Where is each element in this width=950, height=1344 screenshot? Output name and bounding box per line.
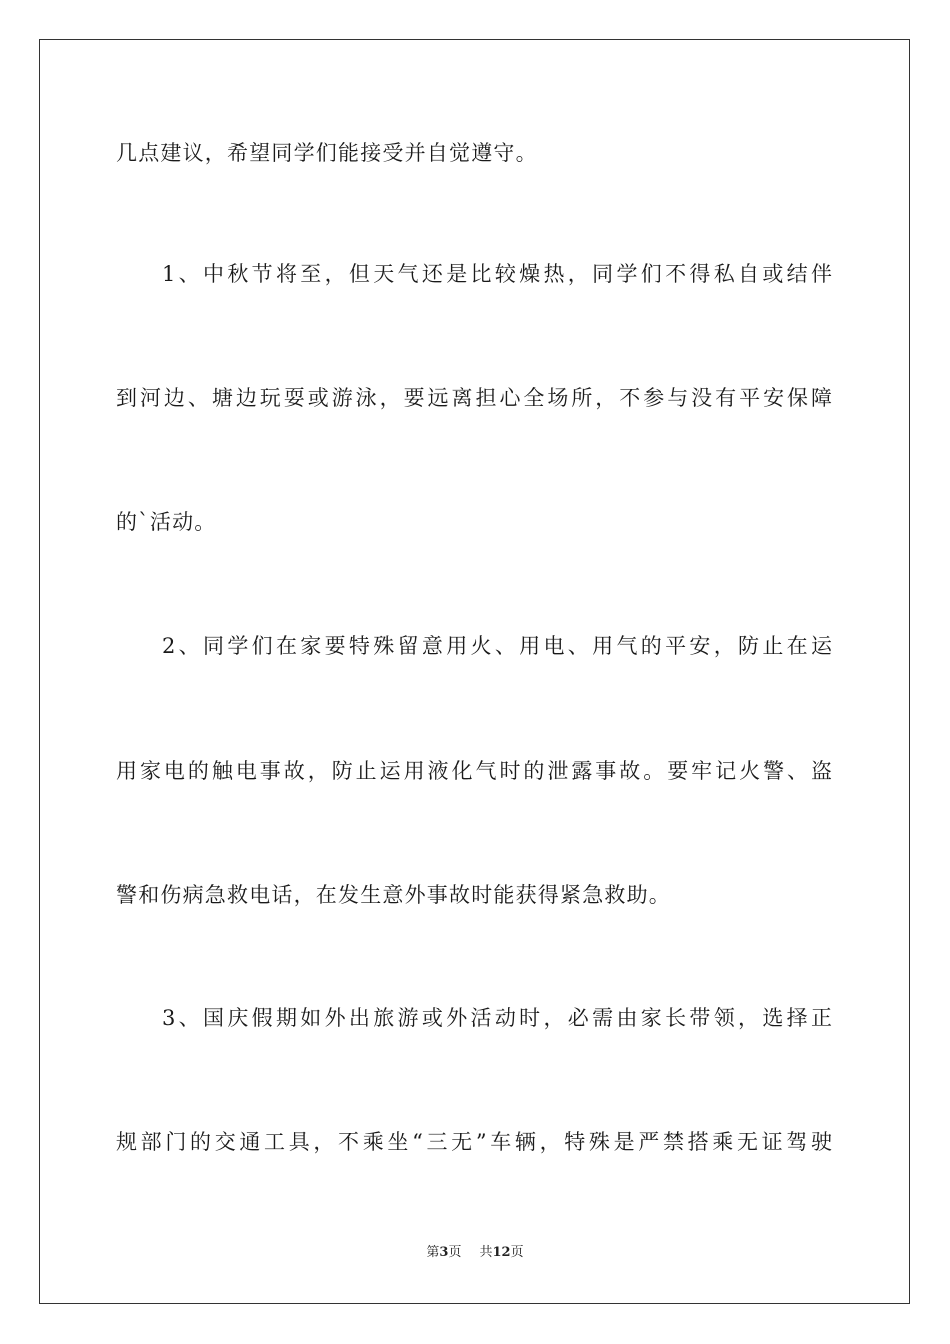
body-text-line: 警和伤病急救电话，在发生意外事故时能获得紧急救助。 [116, 883, 671, 907]
body-text-line: 到河边、塘边玩耍或游泳，要远离担心全场所，不参与没有平安保障 [116, 386, 832, 410]
body-text-line: 几点建议，希望同学们能接受并自觉遵守。 [116, 141, 538, 165]
body-text-line: 规部门的交通工具，不乘坐“三无”车辆，特殊是严禁搭乘无证驾驶 [116, 1130, 832, 1154]
body-text-line: 用家电的触电事故，防止运用液化气时的泄露事故。要牢记火警、盗 [116, 759, 832, 783]
body-text-line: 1、中秋节将至，但天气还是比较燥热，同学们不得私自或结伴 [162, 262, 832, 286]
page-prefix: 第 [426, 1245, 440, 1260]
body-text-line: 3、国庆假期如外出旅游或外活动时，必需由家长带领，选择正 [162, 1006, 832, 1030]
body-text-line: 2、同学们在家要特殊留意用火、用电、用气的平安，防止在运 [162, 634, 832, 658]
page-suffix: 页 [448, 1245, 462, 1260]
body-text-line: 的`活动。 [116, 510, 217, 534]
page-border [39, 39, 910, 1304]
page-number: 3 [439, 1245, 449, 1260]
page-footer [0, 1244, 950, 1262]
total-pages: 12 [492, 1245, 511, 1260]
total-prefix: 共 [479, 1245, 493, 1260]
total-suffix: 页 [510, 1245, 524, 1260]
